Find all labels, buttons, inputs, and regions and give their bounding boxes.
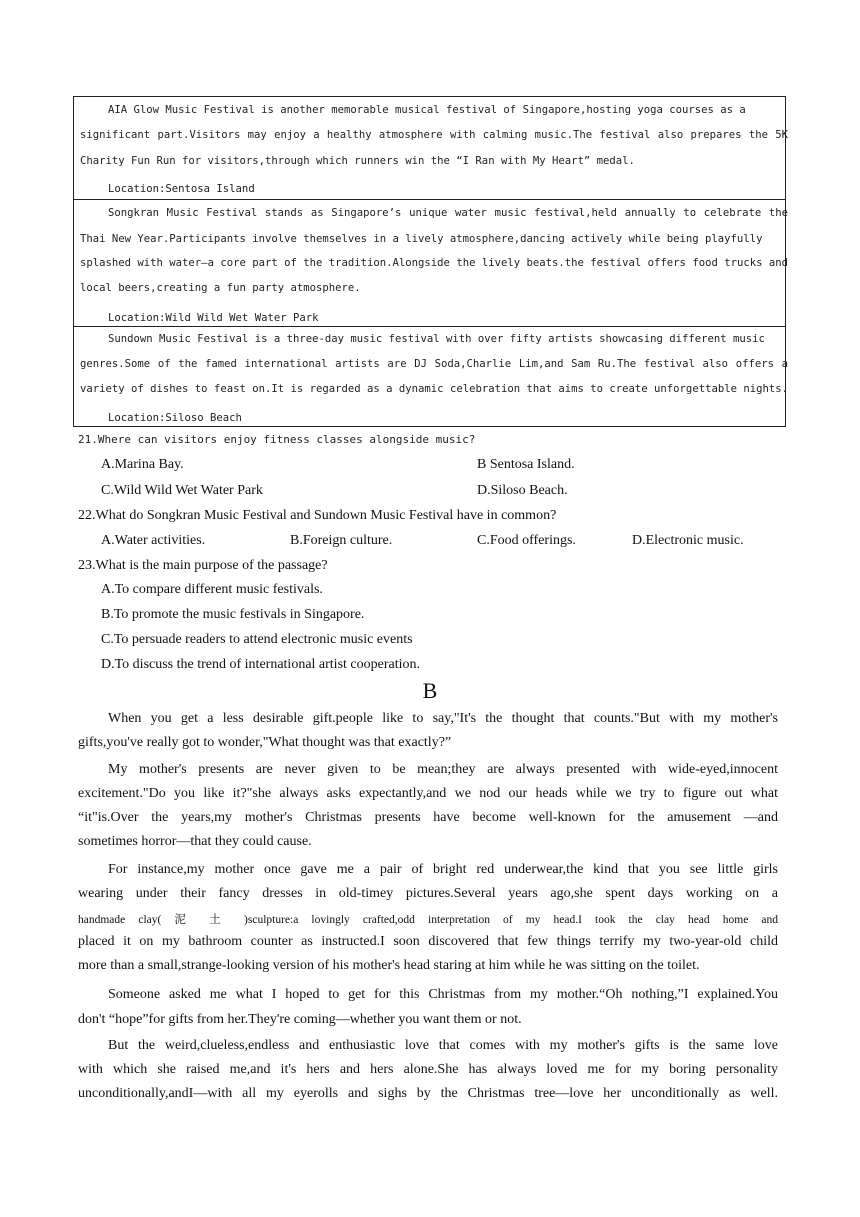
passage-line: placed it on my bathroom counter as instructed.I soon discovered that few things terrify my two-year-old child: [78, 934, 778, 949]
passage-line: unconditionally,andI—with all my eyerolls and sighs by the Christmas tree—love her unconditionally as well.: [78, 1086, 778, 1101]
question-22-option-d: D.Electronic music.: [632, 533, 744, 548]
festival-location: Location:Sentosa Island: [108, 183, 255, 195]
passage-line: sometimes horror—that they could cause.: [78, 834, 312, 849]
festival-table: [73, 96, 786, 427]
festival-text-line: Thai New Year.Participants involve themselves in a lively atmosphere,dancing actively while being playfully: [80, 233, 763, 245]
question-21-option-d: D.Siloso Beach.: [477, 483, 568, 498]
passage-line: excitement."Do you like it?"she always asks expectantly,and we nod our heads while we try to figure out what: [78, 786, 778, 801]
question-22-stem: 22.What do Songkran Music Festival and Sundown Music Festival have in common?: [78, 508, 557, 523]
question-23-option-d: D.To discuss the trend of international artist cooperation.: [101, 657, 420, 672]
question-23-option-a: A.To compare different music festivals.: [101, 582, 323, 597]
passage-line: When you get a less desirable gift.people like to say,"It's the thought that counts."But with my mother's: [108, 711, 778, 726]
passage-line: My mother's presents are never given to be mean;they are always presented with wide-eyed,innocent: [108, 762, 778, 777]
question-23-option-b: B.To promote the music festivals in Singapore.: [101, 607, 365, 622]
festival-cell-sundown: [74, 327, 788, 426]
question-22-option-c: C.Food offerings.: [477, 533, 576, 548]
question-21-option-a: A.Marina Bay.: [101, 457, 184, 472]
passage-line: For instance,my mother once gave me a pair of bright red underwear,the kind that you see little girls: [108, 862, 778, 877]
question-21-stem: 21.Where can visitors enjoy fitness classes alongside music?: [78, 433, 476, 446]
passage-line: wearing under their fancy dresses in old-timey pictures.Several years ago,she spent days working on a: [78, 886, 778, 901]
question-23-option-c: C.To persuade readers to attend electronic music events: [101, 632, 413, 647]
passage-line: gifts,you've really got to wonder,"What thought was that exactly?”: [78, 735, 452, 750]
festival-location: Location:Wild Wild Wet Water Park: [108, 312, 319, 324]
festival-cell-aia-glow: [74, 97, 788, 200]
question-21-option-c: C.Wild Wild Wet Water Park: [101, 483, 263, 498]
festival-text-line: splashed with water—a core part of the tradition.Alongside the lively beats.the festival offers food trucks and: [80, 257, 788, 269]
question-22-option-a: A.Water activities.: [101, 533, 206, 548]
passage-line: don't “hope”for gifts from her.They're coming—whether you want them or not.: [78, 1012, 522, 1027]
question-23-stem: 23.What is the main purpose of the passage?: [78, 558, 328, 573]
passage-line: Someone asked me what I hoped to get for this Christmas from my mother.“Oh nothing,”I explained.You: [108, 987, 778, 1002]
festival-text-line: Charity Fun Run for visitors,through which runners win the “I Ran with My Heart” medal.: [80, 155, 635, 167]
festival-text-line: local beers,creating a fun party atmosphere.: [80, 282, 361, 294]
passage-line: But the weird,clueless,endless and enthusiastic love that comes with my mother's gifts is the same love: [108, 1038, 778, 1053]
festival-text-line: Sundown Music Festival is a three-day music festival with over fifty artists showcasing different music: [108, 333, 765, 345]
festival-text-line: variety of dishes to feast on.It is regarded as a dynamic celebration that aims to create unforgettable nights.: [80, 383, 788, 395]
festival-text-line: genres.Some of the famed international artists are DJ Soda,Charlie Lim,and Sam Ru.The festival also offers a: [80, 358, 788, 370]
question-22-option-b: B.Foreign culture.: [290, 533, 393, 548]
passage-line: “it"is.Over the years,my mother's Christmas presents have become well-known for the amusement —and: [78, 810, 778, 825]
question-21-option-b: B Sentosa Island.: [477, 457, 575, 472]
festival-location: Location:Siloso Beach: [108, 412, 242, 424]
festival-text-line: significant part.Visitors may enjoy a healthy atmosphere with calming music.The festival also prepares the 5K: [80, 129, 788, 141]
festival-text-line: AIA Glow Music Festival is another memorable musical festival of Singapore,hosting yoga courses as a: [108, 104, 746, 116]
festival-text-line: Songkran Music Festival stands as Singapore’s unique water music festival,held annually to celebrate the: [108, 207, 788, 219]
section-heading: B: [422, 678, 438, 703]
passage-line: more than a small,strange-looking version of his mother's head staring at him while he was sitting on the toilet.: [78, 958, 700, 973]
festival-cell-songkran: [74, 200, 788, 327]
passage-line: handmade clay( 泥 土 )sculpture:a lovingly crafted,odd interpretation of my head.I took the clay head home and: [78, 914, 778, 926]
passage-line: with which she raised me,and it's hers and hers alone.She has always loved me for my boring personality: [78, 1062, 778, 1077]
